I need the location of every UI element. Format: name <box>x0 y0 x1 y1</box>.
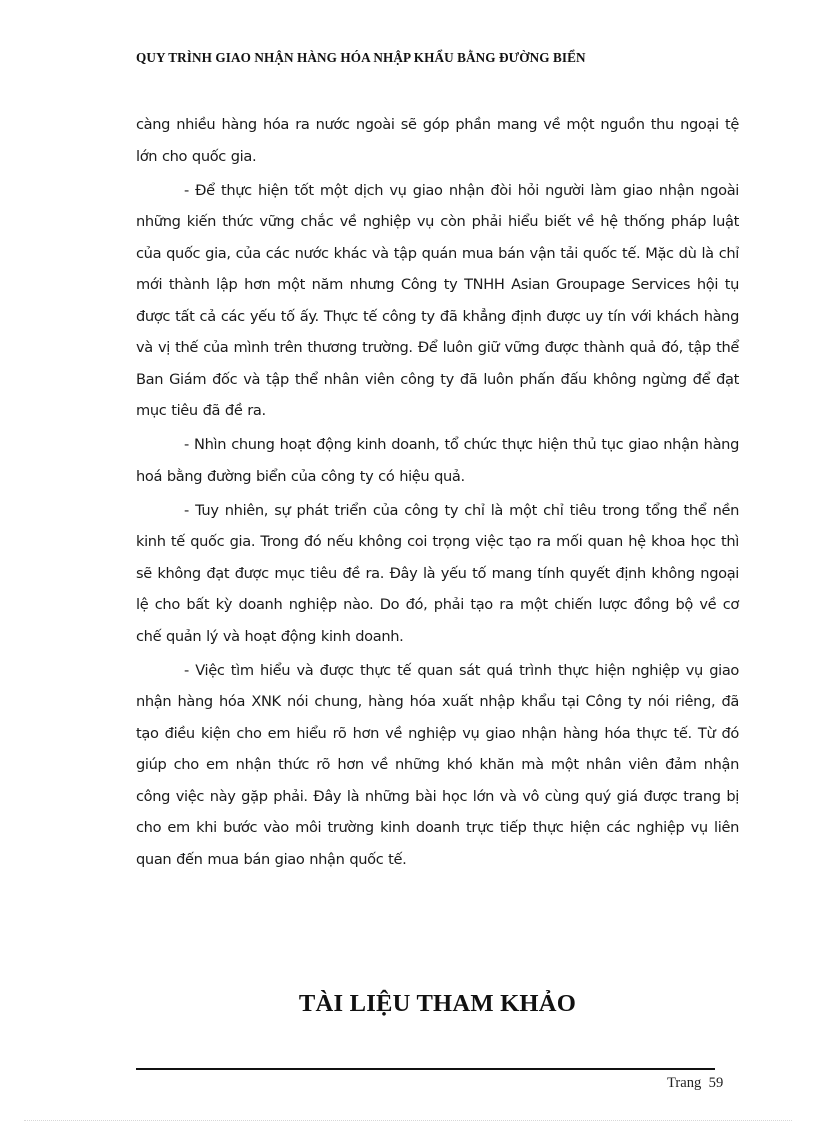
document-body <box>136 109 739 878</box>
paragraph-business-effectiveness: - Nhìn chung hoạt động kinh doanh, tổ chức thực hiện thủ tục giao nhận hàng hoá bằng đường biển của công ty có hiệu quả. <box>136 436 739 485</box>
paragraph-practical-learning: - Việc tìm hiểu và được thực tế quan sát quá trình thực hiện nghiệp vụ giao nhận hàng hóa XNK nói chung, hàng hóa xuất nhập khẩu tại Công ty nói riêng, đã tạo điều kiện cho em hiểu rõ hơn về nghiệp vụ giao nhận hàng hóa thực tế. Từ đó giúp cho em nhận thức rõ hơn về những khó khăn mà một nhân viên đảm nhận công việc này gặp phải. Đây là những bài học lớn và vô cùng quý giá được trang bị cho em khi bước vào môi trường kinh doanh trực tiếp thực hiện các nghiệp vụ liên quan đến mua bán giao nhận quốc tế. <box>136 661 739 868</box>
page-edge-divider <box>24 1120 792 1121</box>
footer-divider <box>136 1068 715 1070</box>
references-heading: TÀI LIỆU THAM KHẢO <box>298 990 577 1017</box>
page-number <box>667 1075 723 1092</box>
paragraph-service-requirements: - Để thực hiện tốt một dịch vụ giao nhận đòi hỏi người làm giao nhận ngoài những kiến thức vững chắc về nghiệp vụ còn phải hiểu biết về hệ thống pháp luật của quốc gia, của các nước khác và tập quán mua bán vận tải quốc tế. Mặc dù là chỉ mới thành lập hơn một năm nhưng Công ty TNHH Asian Groupage Services hội tụ được tất cả các yếu tố ấy. Thực tế công ty đã khẳng định được uy tín với khách hàng và vị thế của mình trên thương trường. Để luôn giữ vững được thành quả đó, tập thể Ban Giám đốc và tập thể nhân viên công ty đã luôn phấn đấu không ngừng để đạt mục tiêu đã đề ra. <box>136 181 739 419</box>
running-header: QUY TRÌNH GIAO NHẬN HÀNG HÓA NHẬP KHẨU BẰNG ĐƯỜNG BIỂN <box>136 50 586 65</box>
page-number-value: 59 <box>708 1075 724 1091</box>
page-label: Trang <box>667 1075 702 1091</box>
paragraph-continuation: càng nhiều hàng hóa ra nước ngoài sẽ góp phần mang về một nguồn thu ngoại tệ lớn cho quốc gia. <box>136 116 739 165</box>
paragraph-development-strategy: - Tuy nhiên, sự phát triển của công ty chỉ là một chỉ tiêu trong tổng thể nền kinh tế quốc gia. Trong đó nếu không coi trọng việc tạo ra mối quan hệ khoa học thì sẽ không đạt được mục tiêu đề ra. Đây là yếu tố mang tính quyết định không ngoại lệ cho bất kỳ doanh nghiệp nào. Do đó, phải tạo ra một chiến lược đồng bộ về cơ chế quản lý và hoạt động kinh doanh. <box>136 501 739 645</box>
